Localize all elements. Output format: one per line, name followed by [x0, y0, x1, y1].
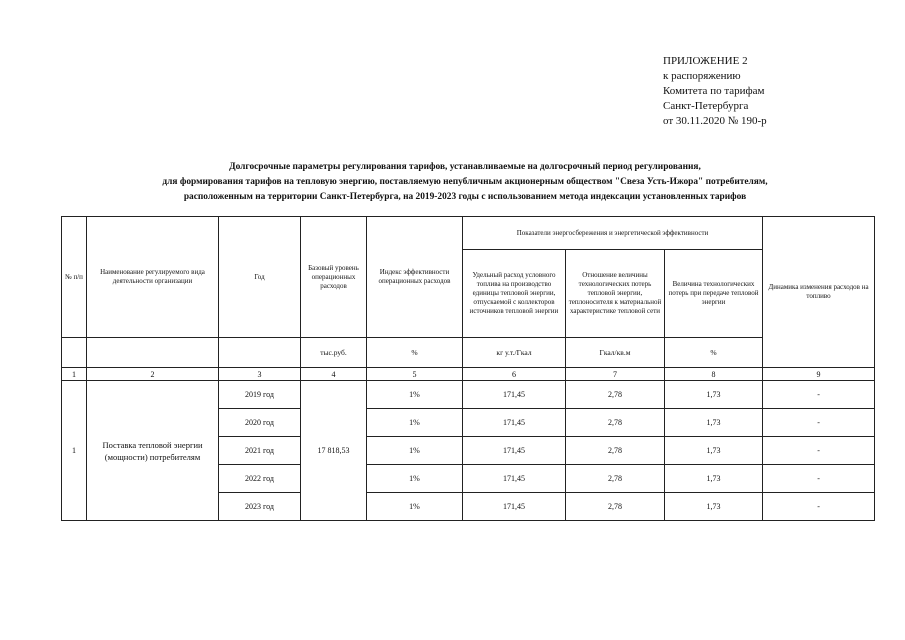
appendix-line: к распоряжению: [663, 70, 741, 82]
column-number: 2: [87, 368, 219, 381]
specific-fuel-cell: 171,45: [463, 493, 566, 521]
year-cell: 2023 год: [219, 493, 301, 521]
column-number: 3: [219, 368, 301, 381]
ratio-cell: 2,78: [566, 493, 665, 521]
losses-cell: 1,73: [665, 409, 763, 437]
year-cell: 2019 год: [219, 381, 301, 409]
header-fuel-dynamics: Динамика изменения расходов на топливо: [763, 217, 875, 368]
unit-losses: %: [665, 338, 763, 368]
column-number: 6: [463, 368, 566, 381]
appendix-line: Комитета по тарифам: [663, 85, 765, 97]
index-cell: 1%: [367, 381, 463, 409]
unit-base: тыс.руб.: [301, 338, 367, 368]
header-efficiency-index: Индекс эффективности операционных расходов: [367, 217, 463, 338]
unit-cell: [219, 338, 301, 368]
header-row: [62, 217, 875, 250]
losses-cell: 1,73: [665, 437, 763, 465]
appendix-block: [663, 54, 767, 129]
header-loss-ratio: Отношение величины технологических потерь тепловой энергии, теплоносителя к материальной характеристике тепловой сети: [566, 250, 665, 338]
header-tech-losses: Величина технологических потерь при передаче тепловой энергии: [665, 250, 763, 338]
unit-ratio: Гкал/кв.м: [566, 338, 665, 368]
ratio-cell: 2,78: [566, 381, 665, 409]
column-numbers-row: [62, 368, 875, 381]
appendix-line: от 30.11.2020 № 190-р: [663, 115, 767, 127]
appendix-line: Санкт-Петербурга: [663, 100, 749, 112]
ratio-cell: 2,78: [566, 465, 665, 493]
header-specific-fuel: Удельный расход условного топлива на производство единицы тепловой энергии, отпускаемой с коллекторов источников тепловой энергии: [463, 250, 566, 338]
header-activity: Наименование регулируемого вида деятельности организации: [87, 217, 219, 338]
title-line: расположенным на территории Санкт-Петербурга, на 2019-2023 годы с использованием метода индексации установленных тарифов: [183, 192, 747, 202]
fuel-dynamics-cell: -: [763, 409, 875, 437]
ratio-cell: 2,78: [566, 409, 665, 437]
column-number: 8: [665, 368, 763, 381]
table-row: [62, 381, 875, 409]
header-energy-group: Показатели энергосбережения и энергетической эффективности: [463, 217, 763, 250]
year-cell: 2020 год: [219, 409, 301, 437]
column-number: 1: [62, 368, 87, 381]
unit-specific-fuel: кг у.т./Гкал: [463, 338, 566, 368]
year-cell: 2021 год: [219, 437, 301, 465]
row-number: 1: [62, 381, 87, 521]
column-number: 4: [301, 368, 367, 381]
column-number: 9: [763, 368, 875, 381]
title-line: для формирования тарифов на тепловую энергию, поставляемую непубличным акционерным обществом "Свеза Усть-Ижора" потребителям,: [162, 177, 768, 187]
fuel-dynamics-cell: -: [763, 437, 875, 465]
column-number: 5: [367, 368, 463, 381]
base-level-value: 17 818,53: [301, 381, 367, 521]
fuel-dynamics-cell: -: [763, 493, 875, 521]
header-num: № п/п: [62, 217, 87, 338]
losses-cell: 1,73: [665, 493, 763, 521]
fuel-dynamics-cell: -: [763, 381, 875, 409]
activity-name: Поставка тепловой энергии (мощности) потребителям: [87, 381, 219, 521]
index-cell: 1%: [367, 493, 463, 521]
unit-cell: [87, 338, 219, 368]
specific-fuel-cell: 171,45: [463, 465, 566, 493]
unit-cell: [62, 338, 87, 368]
losses-cell: 1,73: [665, 381, 763, 409]
specific-fuel-cell: 171,45: [463, 437, 566, 465]
parameters-table: [61, 216, 875, 521]
unit-index: %: [367, 338, 463, 368]
year-cell: 2022 год: [219, 465, 301, 493]
appendix-line: ПРИЛОЖЕНИЕ 2: [663, 55, 748, 67]
losses-cell: 1,73: [665, 465, 763, 493]
index-cell: 1%: [367, 409, 463, 437]
fuel-dynamics-cell: -: [763, 465, 875, 493]
title-line: Долгосрочные параметры регулирования тарифов, устанавливаемые на долгосрочный период регулирования,: [229, 162, 701, 172]
specific-fuel-cell: 171,45: [463, 409, 566, 437]
units-row: [62, 338, 875, 368]
index-cell: 1%: [367, 437, 463, 465]
ratio-cell: 2,78: [566, 437, 665, 465]
document-title: [100, 160, 830, 205]
header-base-level: Базовый уровень операционных расходов: [301, 217, 367, 338]
specific-fuel-cell: 171,45: [463, 381, 566, 409]
header-year: Год: [219, 217, 301, 338]
index-cell: 1%: [367, 465, 463, 493]
column-number: 7: [566, 368, 665, 381]
